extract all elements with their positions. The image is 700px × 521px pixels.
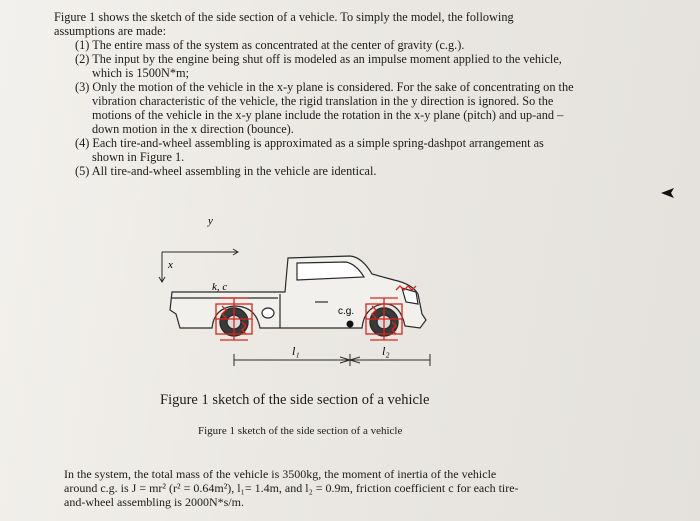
rear-spring-dashpot: [216, 298, 252, 340]
problem-intro: [54, 10, 574, 178]
l1-label: l₁: [292, 344, 300, 358]
cursor-arrow-icon: [660, 187, 676, 199]
parameters-line-1: In the system, the total mass of the vehicle is 3500kg, the moment of inertia of the vehicle: [64, 467, 497, 481]
axis-y-label: y: [208, 215, 213, 227]
parameters-line-3: and-wheel assembling is 2000N*s/m.: [64, 495, 244, 509]
vehicle-sketch: [150, 210, 480, 380]
intro-line-2: assumptions are made:: [54, 24, 167, 38]
assumption-item: (2) The input by the engine being shut off is modeled as an impulse moment applied to the vehicle, which is 1500N*m;: [75, 52, 562, 80]
figure-caption-small: Figure 1 sketch of the side section of a vehicle: [198, 425, 403, 437]
cg-point: [347, 321, 354, 328]
assumptions-list: [54, 38, 574, 178]
cg-label: c.g.: [338, 306, 355, 317]
spring-damper-label: k, c: [212, 281, 228, 293]
intro-line-1: Figure 1 shows the sketch of the side section of a vehicle. To simply the model, the following: [54, 10, 514, 24]
parameters-line-2: around c.g. is J = mr² (r² = 0.64m²), l₁= 1.4m, and l₂ = 0.9m, friction coefficient c for each tire-: [64, 481, 519, 495]
axis-x-label: x: [168, 259, 173, 271]
assumption-item: (5) All tire-and-wheel assembling in the vehicle are identical.: [75, 164, 377, 178]
problem-parameters: [64, 467, 564, 509]
assumption-item: (4) Each tire-and-wheel assembling is approximated as a simple spring-dashpot arrangement as shown in Figure 1.: [75, 136, 544, 164]
figure-caption-large: Figure 1 sketch of the side section of a vehicle: [160, 392, 430, 408]
assumption-item: (3) Only the motion of the vehicle in the x-y plane is considered. For the sake of concentrating on the vibration characteristic of the vehicle, the rigid translation in the y direction is ignored. So the motions of the vehicle in the x-y plane include the rotation in the x-y plane (pitch) and up-and – down motion in the x direction (bounce).: [75, 80, 574, 136]
assumption-item: (1) The entire mass of the system as concentrated at the center of gravity (c.g.).: [75, 38, 465, 52]
l2-label: l₂: [382, 344, 390, 358]
dimension-lines: [234, 354, 430, 366]
